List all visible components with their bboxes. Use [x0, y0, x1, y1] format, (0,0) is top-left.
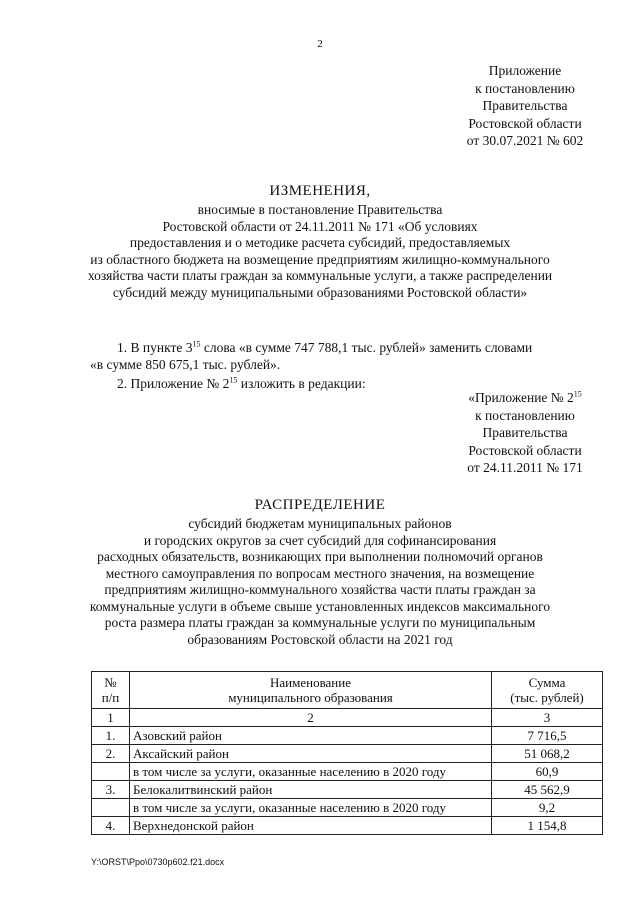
- approval-line: Правительства: [482, 98, 568, 113]
- subtitle-line: хозяйства части платы граждан за коммунальные услуги, а также распределении: [87, 268, 553, 283]
- table-row: [92, 745, 603, 763]
- cell-sum: 60,9: [492, 763, 603, 781]
- item-2-rest: изложить в редакции:: [237, 376, 366, 391]
- annex-sup: 15: [573, 389, 582, 399]
- cell-name: 2: [130, 709, 492, 727]
- table-header-row: [92, 672, 603, 709]
- cell-number: 3.: [92, 781, 130, 799]
- annex-line: Ростовской области: [468, 442, 582, 458]
- cell-sum: 45 562,9: [492, 781, 603, 799]
- table-row: [92, 763, 603, 781]
- cell-number: 4.: [92, 817, 130, 835]
- cell-name: Аксайский район: [130, 745, 492, 763]
- subtitle-line: вносимые в постановление Правительства: [197, 202, 443, 217]
- item-1-prefix: 1. В пункте 3: [117, 340, 193, 355]
- distribution-subtitle: [60, 516, 580, 648]
- approval-block: [440, 62, 610, 150]
- cell-name: Азовский район: [130, 727, 492, 745]
- cell-name: Верхнедонской район: [130, 817, 492, 835]
- item-2-sup: 15: [229, 375, 238, 385]
- subtitle-line: из областного бюджета на возмещение предприятиям жилищно-коммунального: [90, 251, 550, 267]
- subtitle-line: субсидий бюджетам муниципальных районов: [188, 516, 452, 531]
- cell-name: в том числе за услуги, оказанные населению в 2020 году: [130, 763, 492, 781]
- table-row: [92, 709, 603, 727]
- cell-number: [92, 763, 130, 781]
- subtitle-line: расходных обязательств, возникающих при выполнении полномочий органов: [97, 549, 543, 564]
- cell-sum: 1 154,8: [492, 817, 603, 835]
- subtitle-line: предоставления и о методике расчета субсидий, предоставляемых: [129, 235, 511, 250]
- annex-line: от 24.11.2011 № 171: [467, 460, 583, 475]
- subtitle-line: субсидий между муниципальными образованиями Ростовской области»: [112, 284, 528, 300]
- distribution-table: [91, 671, 603, 835]
- subtitle-line: коммунальные услуги в объеме свыше установленных индексов максимального: [89, 598, 551, 614]
- header-number: № п/п: [92, 672, 130, 709]
- subtitle-line: предприятиям жилищно-коммунального хозяйства части платы граждан за: [104, 582, 536, 597]
- changes-title: ИЗМЕНЕНИЯ,: [269, 183, 371, 199]
- table-row: [92, 799, 603, 817]
- cell-sum: 7 716,5: [492, 727, 603, 745]
- subtitle-line: местного самоуправления по вопросам местного значения, на возмещение: [105, 565, 535, 581]
- cell-name: Белокалитвинский район: [130, 781, 492, 799]
- table-row: [92, 817, 603, 835]
- file-path-footer: Y:\ORST\Ppo\0730p602.f21.docx: [91, 857, 225, 867]
- header-sum: Сумма (тыс. рублей): [492, 672, 603, 709]
- cell-sum: 51 068,2: [492, 745, 603, 763]
- cell-number: 1: [92, 709, 130, 727]
- item-1-rest: слова «в сумме 747 788,1 тыс. рублей» заменить словами: [200, 340, 533, 355]
- subtitle-line: Ростовской области от 24.11.2011 № 171 «Об условиях: [162, 218, 478, 234]
- table-row: [92, 727, 603, 745]
- cell-name: в том числе за услуги, оказанные населению в 2020 году: [130, 799, 492, 817]
- header-name: Наименование муниципального образования: [130, 672, 492, 709]
- item-2-paragraph: [117, 376, 366, 392]
- table-row: [92, 781, 603, 799]
- annex-block: [440, 389, 610, 477]
- annex-line: Правительства: [482, 425, 568, 440]
- item-1-sup: 15: [192, 339, 201, 349]
- subtitle-line: роста размера платы граждан за коммунальные услуги по муниципальным: [104, 615, 536, 630]
- annex-line: «Приложение № 2: [468, 390, 574, 405]
- approval-line: к постановлению: [475, 80, 575, 96]
- approval-line: от 30.07.2021 № 602: [466, 133, 584, 148]
- cell-sum: 9,2: [492, 799, 603, 817]
- cell-number: [92, 799, 130, 817]
- item-1-continuation: «в сумме 850 675,1 тыс. рублей».: [90, 357, 281, 372]
- item-1-paragraph: [90, 339, 610, 373]
- approval-line: Приложение: [488, 63, 562, 78]
- annex-line: к постановлению: [475, 407, 575, 423]
- cell-sum: 3: [492, 709, 603, 727]
- distribution-title: РАСПРЕДЕЛЕНИЕ: [254, 497, 386, 513]
- changes-subtitle: [60, 202, 580, 301]
- item-2-prefix: 2. Приложение № 2: [117, 376, 230, 391]
- subtitle-line: и городских округов за счет субсидий для софинансирования: [143, 532, 497, 548]
- approval-line: Ростовской области: [468, 115, 582, 131]
- cell-number: 1.: [92, 727, 130, 745]
- cell-number: 2.: [92, 745, 130, 763]
- page-number: 2: [317, 38, 323, 50]
- subtitle-line: образованиям Ростовской области на 2021 год: [187, 631, 453, 647]
